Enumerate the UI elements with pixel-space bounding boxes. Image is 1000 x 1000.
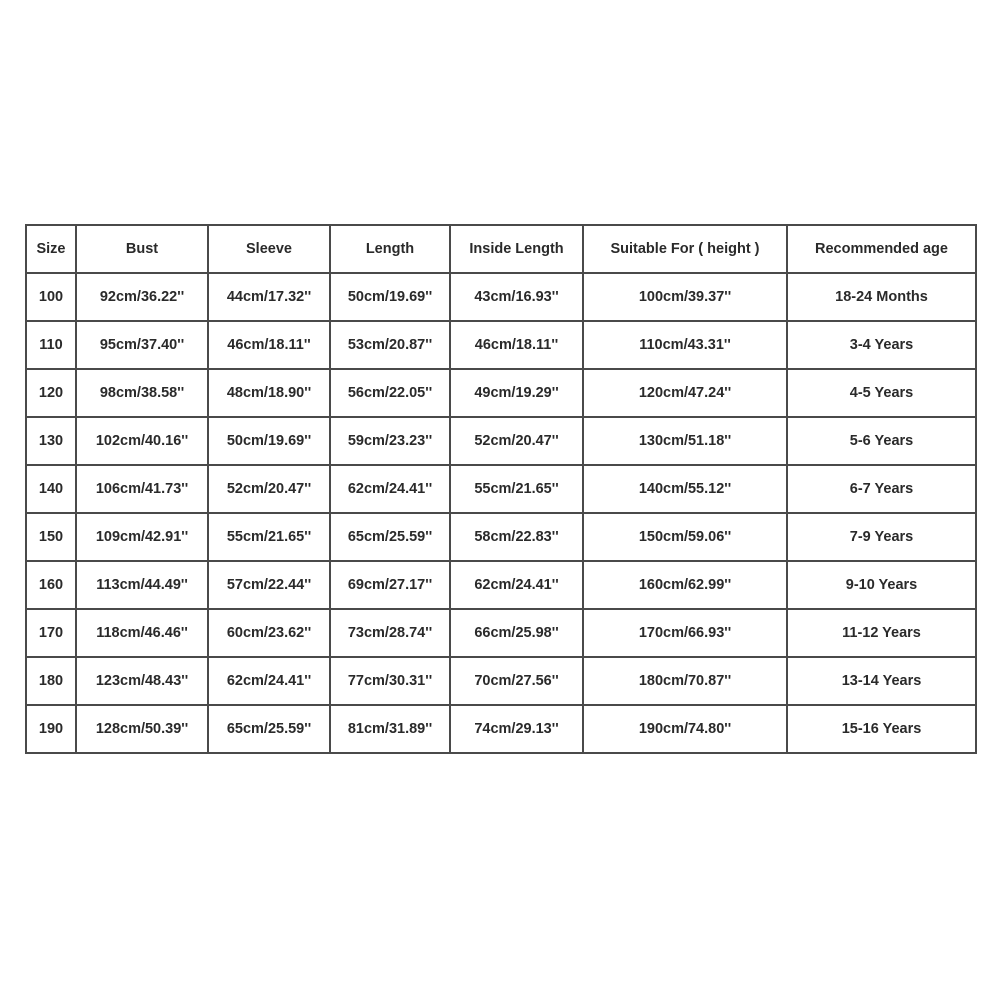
cell-length: 65cm/25.59'' [330,513,450,561]
cell-sleeve: 46cm/18.11'' [208,321,330,369]
cell-recommended-age: 15-16 Years [787,705,976,753]
table-row [26,273,976,321]
cell-bust: 95cm/37.40'' [76,321,208,369]
cell-bust: 98cm/38.58'' [76,369,208,417]
size-chart-table [25,224,977,754]
cell-bust: 118cm/46.46'' [76,609,208,657]
cell-inside-length: 49cm/19.29'' [450,369,583,417]
cell-recommended-age: 5-6 Years [787,417,976,465]
cell-suitable-height: 150cm/59.06'' [583,513,787,561]
header-row [26,225,976,273]
cell-inside-length: 55cm/21.65'' [450,465,583,513]
cell-length: 73cm/28.74'' [330,609,450,657]
header-size: Size [26,225,76,273]
cell-size: 110 [26,321,76,369]
cell-suitable-height: 140cm/55.12'' [583,465,787,513]
cell-length: 50cm/19.69'' [330,273,450,321]
size-chart-header [26,225,976,273]
table-row [26,513,976,561]
cell-length: 59cm/23.23'' [330,417,450,465]
cell-inside-length: 66cm/25.98'' [450,609,583,657]
cell-bust: 102cm/40.16'' [76,417,208,465]
cell-suitable-height: 120cm/47.24'' [583,369,787,417]
cell-inside-length: 74cm/29.13'' [450,705,583,753]
table-row [26,609,976,657]
cell-suitable-height: 100cm/39.37'' [583,273,787,321]
cell-size: 140 [26,465,76,513]
cell-suitable-height: 180cm/70.87'' [583,657,787,705]
table-row [26,561,976,609]
cell-sleeve: 52cm/20.47'' [208,465,330,513]
table-row [26,369,976,417]
cell-size: 100 [26,273,76,321]
cell-inside-length: 43cm/16.93'' [450,273,583,321]
cell-bust: 109cm/42.91'' [76,513,208,561]
cell-bust: 123cm/48.43'' [76,657,208,705]
cell-size: 120 [26,369,76,417]
cell-inside-length: 52cm/20.47'' [450,417,583,465]
table-row [26,465,976,513]
cell-length: 53cm/20.87'' [330,321,450,369]
cell-recommended-age: 4-5 Years [787,369,976,417]
cell-size: 190 [26,705,76,753]
cell-recommended-age: 6-7 Years [787,465,976,513]
cell-sleeve: 62cm/24.41'' [208,657,330,705]
cell-sleeve: 48cm/18.90'' [208,369,330,417]
cell-recommended-age: 9-10 Years [787,561,976,609]
header-sleeve: Sleeve [208,225,330,273]
cell-bust: 106cm/41.73'' [76,465,208,513]
cell-recommended-age: 7-9 Years [787,513,976,561]
table-row [26,705,976,753]
cell-recommended-age: 3-4 Years [787,321,976,369]
cell-sleeve: 55cm/21.65'' [208,513,330,561]
cell-length: 62cm/24.41'' [330,465,450,513]
table-row [26,321,976,369]
cell-length: 56cm/22.05'' [330,369,450,417]
cell-recommended-age: 11-12 Years [787,609,976,657]
header-recommended-age: Recommended age [787,225,976,273]
cell-inside-length: 46cm/18.11'' [450,321,583,369]
cell-suitable-height: 190cm/74.80'' [583,705,787,753]
cell-inside-length: 62cm/24.41'' [450,561,583,609]
cell-bust: 113cm/44.49'' [76,561,208,609]
cell-length: 81cm/31.89'' [330,705,450,753]
cell-sleeve: 60cm/23.62'' [208,609,330,657]
cell-bust: 128cm/50.39'' [76,705,208,753]
size-chart-body [26,273,976,753]
cell-size: 130 [26,417,76,465]
header-bust: Bust [76,225,208,273]
cell-size: 180 [26,657,76,705]
cell-size: 160 [26,561,76,609]
header-inside-length: Inside Length [450,225,583,273]
cell-suitable-height: 160cm/62.99'' [583,561,787,609]
cell-sleeve: 50cm/19.69'' [208,417,330,465]
cell-size: 150 [26,513,76,561]
table-row [26,657,976,705]
cell-recommended-age: 18-24 Months [787,273,976,321]
header-suitable-height: Suitable For ( height ) [583,225,787,273]
header-length: Length [330,225,450,273]
cell-inside-length: 58cm/22.83'' [450,513,583,561]
cell-sleeve: 57cm/22.44'' [208,561,330,609]
cell-sleeve: 65cm/25.59'' [208,705,330,753]
cell-length: 69cm/27.17'' [330,561,450,609]
cell-suitable-height: 170cm/66.93'' [583,609,787,657]
cell-size: 170 [26,609,76,657]
cell-recommended-age: 13-14 Years [787,657,976,705]
cell-length: 77cm/30.31'' [330,657,450,705]
cell-sleeve: 44cm/17.32'' [208,273,330,321]
cell-suitable-height: 110cm/43.31'' [583,321,787,369]
cell-inside-length: 70cm/27.56'' [450,657,583,705]
table-row [26,417,976,465]
cell-bust: 92cm/36.22'' [76,273,208,321]
cell-suitable-height: 130cm/51.18'' [583,417,787,465]
